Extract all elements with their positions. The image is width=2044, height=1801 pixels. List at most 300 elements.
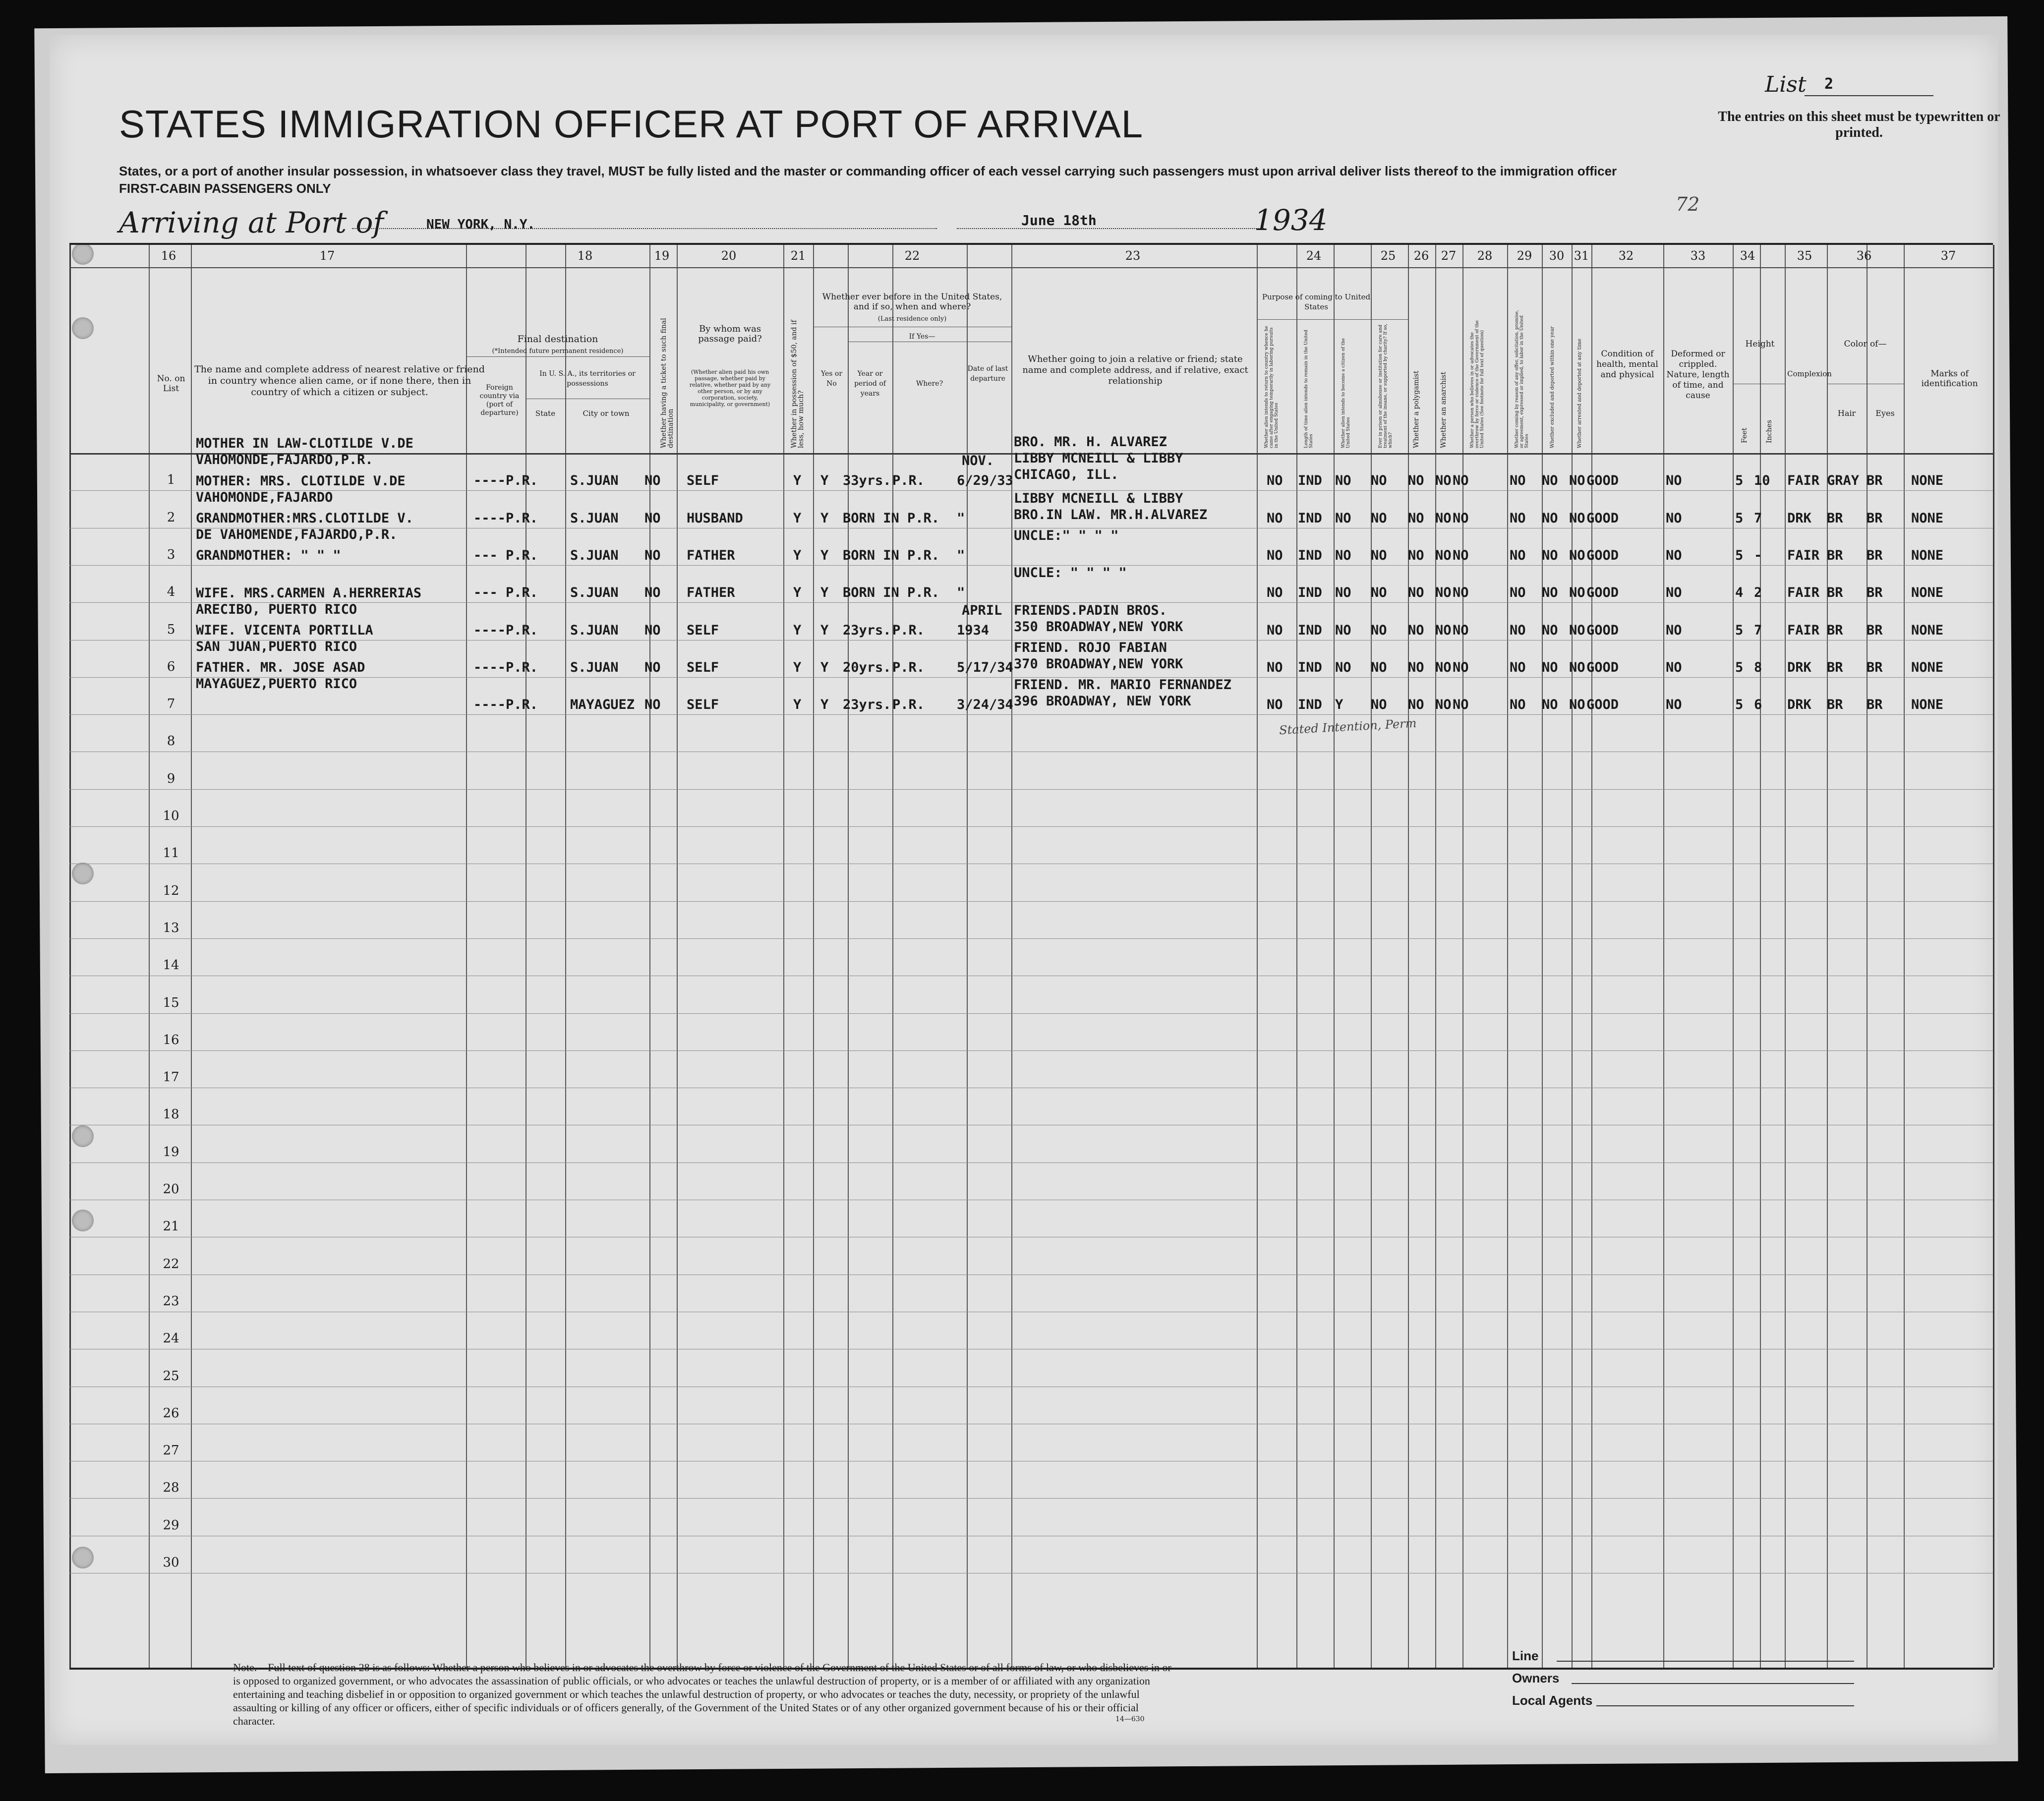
marks-value: NONE (1911, 659, 1944, 675)
row-number: 17 (163, 1070, 179, 1085)
money-value: Y (793, 547, 802, 563)
paid-by-value: SELF (687, 473, 719, 489)
ever-before-value: Y (820, 473, 829, 489)
hdr-date-last-departure: Date of last departure (967, 365, 1008, 383)
q30-value: NO (1542, 510, 1558, 526)
port-value: NEW YORK, N.Y. (426, 217, 535, 232)
local-agents-underline (1596, 1705, 1854, 1706)
q24b-value: IND (1298, 547, 1322, 563)
row-number: 28 (163, 1480, 179, 1496)
destination-city: S.JUAN (570, 659, 619, 675)
foreign-country: ----P.R. (473, 697, 538, 713)
row-line (69, 714, 1993, 715)
relative-address: ARECIBO, PUERTO RICO (196, 601, 357, 617)
joining-relative: 370 BROADWAY,NEW YORK (1014, 656, 1183, 672)
eyes-value: BR (1867, 697, 1883, 713)
last-departure-value: 6/29/33 (957, 473, 1013, 489)
last-departure-value: 3/24/34 (957, 697, 1013, 713)
row-number: 11 (163, 846, 179, 861)
relative-name: GRANDMOTHER: " " " (196, 548, 341, 564)
relative-address: DE VAHOMENDE,FAJARDO,P.R. (196, 526, 398, 542)
q24b-value: IND (1298, 659, 1322, 675)
row-number: 16 (163, 1032, 179, 1047)
ticket-value: NO (644, 547, 661, 563)
hdr-prison: Ever in prison or almshouse or institution for care and treatment of the insane, or supported by charity? If so, which? (1378, 323, 1393, 448)
hdr-joining-relative: Whether going to join a relative or friend; state name and complete address, and if relative, exact relationship (1022, 354, 1248, 386)
foreign-country: ----P.R. (473, 510, 538, 526)
column-line (677, 245, 678, 1668)
typewritten-note: The entries on this sheet must be typewritten or printed. (1718, 109, 2000, 140)
hdr-color-of: Color of— (1844, 339, 1887, 349)
paid-by-value: FATHER (687, 547, 735, 563)
q29-value: NO (1510, 622, 1526, 638)
manifest-sheet (50, 35, 1998, 1745)
deformed-value: NO (1666, 510, 1682, 526)
where-value: P.R. (892, 697, 925, 713)
q24a-value: NO (1267, 697, 1283, 713)
row-number: 6 (167, 659, 175, 674)
row-line (69, 938, 1993, 939)
column-line (813, 245, 814, 1668)
relative-address: SAN JUAN,PUERTO RICO (196, 639, 357, 654)
q28-value: NO (1453, 510, 1469, 526)
marks-value: NONE (1911, 547, 1944, 563)
inches-value: 8 (1754, 659, 1762, 675)
hdr-year-or-period: Year or period of years (854, 370, 886, 398)
column-line (1371, 245, 1372, 1668)
row-line (69, 1013, 1993, 1014)
hdr-health: Condition of health, mental and physical (1596, 349, 1658, 380)
health-value: GOOD (1586, 473, 1619, 489)
q31-value: NO (1569, 659, 1585, 675)
number-row-divider (69, 267, 1993, 268)
money-value: Y (793, 622, 802, 638)
column-line (1011, 245, 1012, 1668)
hdr-paid-by-note: (Whether alien paid his own passage, whether paid by relative, whether paid by any other person, or by any corporation, society, municipality, or government) (689, 369, 771, 407)
hdr-state: State (535, 409, 556, 418)
eyes-value: BR (1867, 622, 1883, 638)
inches-value: 7 (1754, 510, 1762, 526)
row-number: 26 (163, 1405, 179, 1421)
paid-by-value: FATHER (687, 585, 735, 601)
joining-relative: FRIENDS.PADIN BROS. (1014, 602, 1167, 618)
period-value: 33yrs. (843, 473, 891, 489)
ever-before-value: Y (820, 547, 829, 563)
q30-value: NO (1542, 547, 1558, 563)
row-number: 8 (167, 734, 175, 749)
column-line (1572, 245, 1573, 1668)
ticket-value: NO (644, 659, 661, 675)
health-value: GOOD (1586, 622, 1619, 638)
q24c-value: NO (1335, 547, 1351, 563)
notice-text: States, or a port of another insular possession, in whatsoever class they travel, MUST be fully listed and the master or commanding officer of each vessel carrying such passengers must upon arrival deliver lists thereof to the immigration officer (119, 164, 1617, 178)
ticket-value: NO (644, 585, 661, 601)
column-line (69, 245, 71, 1668)
money-value: Y (793, 659, 802, 675)
arrival-date: June 18th (1021, 212, 1097, 229)
row-number: 2 (167, 510, 175, 525)
column-line (1408, 245, 1409, 1668)
local-agents-label: Local Agents (1512, 1693, 1593, 1708)
q24c-value: NO (1335, 622, 1351, 638)
q30-value: NO (1542, 622, 1558, 638)
footnote: Note.—Full text of question 28 is as follows: Whether a person who believes in or advocates the overthrow by force or violence of the Government of the United States or of all forms of law, or who disbelieves in or is opposed to organized government, or who advocates the assassination of public officials, or who advocates or teaches the unlawful destruction of property, or is a member of or affiliated with any organization entertaining and teaching disbelief in or opposition to organized government or which teaches the unlawful destruction of property, or who advocates or teaches the duty, necessity, or propriety of the unlawful assaulting or killing of any officer or officers, either of specific individuals or of officers generally, of the Government of the United States or of any other organized government because of his or their official character. (233, 1661, 1171, 1727)
row-number: 14 (163, 958, 179, 973)
form-code: 14—630 (1115, 1715, 1145, 1723)
relative-address: MAYAGUEZ,PUERTO RICO (196, 676, 357, 692)
column-line (565, 245, 566, 1668)
joining-relative: FRIEND. ROJO FABIAN (1014, 639, 1167, 655)
health-value: GOOD (1586, 510, 1619, 526)
row-number: 15 (163, 995, 179, 1010)
q25-value: NO (1371, 622, 1387, 638)
joining-relative: CHICAGO, ILL. (1014, 467, 1119, 483)
q30-value: NO (1542, 473, 1558, 489)
hdr-inches: Inches (1765, 420, 1773, 443)
hdr-no-on-list: No. on List (157, 374, 185, 394)
column-number: 24 (1306, 249, 1322, 263)
q24c-value: NO (1335, 585, 1351, 601)
column-number: 30 (1549, 249, 1565, 263)
money-value: Y (793, 697, 802, 713)
joining-relative: 396 BROADWAY, NEW YORK (1014, 694, 1191, 709)
period-value: BORN IN P.R. (843, 585, 940, 601)
q31-value: NO (1569, 547, 1585, 563)
list-label: List (1765, 72, 1807, 97)
money-value: Y (793, 585, 802, 601)
q25-value: NO (1371, 585, 1387, 601)
destination-city: S.JUAN (570, 585, 619, 601)
row-number: 4 (167, 584, 175, 600)
q30-value: NO (1542, 585, 1558, 601)
last-departure-value: 1934 (957, 622, 990, 638)
ticket-value: NO (644, 473, 661, 489)
q29-value: NO (1510, 547, 1526, 563)
q24b-value: IND (1298, 585, 1322, 601)
q24a-value: NO (1267, 659, 1283, 675)
q24a-value: NO (1267, 622, 1283, 638)
hdr-hair: Hair (1837, 408, 1856, 418)
q28-value: NO (1453, 547, 1469, 563)
column-number: 23 (1125, 249, 1141, 263)
deformed-value: NO (1666, 622, 1682, 638)
arriving-label: Arriving at Port of (119, 206, 384, 239)
paid-by-value: HUSBAND (687, 510, 743, 526)
page-title: STATES IMMIGRATION OFFICER AT PORT OF ARRIVAL (119, 102, 1144, 146)
complexion-value: DRK (1787, 659, 1811, 675)
inches-value: 6 (1754, 697, 1762, 713)
feet-value: 5 (1735, 547, 1744, 563)
complexion-value: FAIR (1787, 585, 1820, 601)
hdr-in-usa: In U. S. A., its territories or possessions (539, 370, 636, 388)
relative-name: GRANDMOTHER:MRS.CLOTILDE V. (196, 510, 413, 526)
relative-name: WIFE. MRS.CARMEN A.HERRERIAS (196, 585, 422, 601)
row-number: 27 (163, 1443, 179, 1458)
ticket-value: NO (644, 510, 661, 526)
q28-value: NO (1453, 622, 1469, 638)
hdr-purpose-a: Whether alien intends to return to country whence he came after engaging temporarily in laboring pursuits in the United States (1264, 326, 1279, 448)
column-line (1827, 245, 1828, 1668)
hdr-where: Where? (916, 380, 943, 388)
joining-relative: LIBBY MCNEILL & LIBBY (1014, 490, 1183, 506)
column-number: 29 (1517, 249, 1532, 263)
period-value: 23yrs. (843, 697, 891, 713)
health-value: GOOD (1586, 547, 1619, 563)
hdr-yes-or-no: Yes or No (820, 370, 843, 388)
q26-value: NO (1408, 659, 1424, 675)
eyes-value: BR (1867, 547, 1883, 563)
column-line (1785, 245, 1786, 1668)
column-number: 20 (721, 249, 737, 263)
last-departure-month: NOV. (962, 453, 994, 469)
row-number: 22 (163, 1256, 179, 1272)
relative-address: VAHOMONDE,FAJARDO,P.R. (196, 452, 373, 468)
where-value: P.R. (892, 473, 925, 489)
q27-value: NO (1435, 585, 1452, 601)
q24c-value: NO (1335, 510, 1351, 526)
column-line (1663, 245, 1664, 1668)
column-line (1733, 245, 1734, 1668)
hdr-marks: Marks of identification (1921, 369, 1978, 389)
row-number: 7 (167, 697, 175, 712)
paid-by-value: SELF (687, 622, 719, 638)
q28-value: NO (1453, 697, 1469, 713)
q24c-value: Y (1335, 697, 1343, 713)
feet-value: 5 (1735, 473, 1744, 489)
column-number: 34 (1740, 249, 1755, 263)
row-number: 18 (163, 1107, 179, 1122)
marks-value: NONE (1911, 510, 1944, 526)
hair-value: BR (1827, 659, 1843, 675)
column-line (1334, 245, 1335, 1668)
last-departure-value: " (957, 510, 965, 526)
joining-relative: LIBBY MCNEILL & LIBBY (1014, 451, 1183, 466)
column-line (649, 245, 650, 1668)
q28-value: NO (1453, 659, 1469, 675)
column-number: 27 (1441, 249, 1457, 263)
hdr-q28: Whether a person who believes in or advocates the overthrow by force or violence of the Government of the United States (See footnote for full text of question) (1470, 320, 1485, 448)
hdr-final-destination: Final destination (517, 334, 598, 345)
ever-before-value: Y (820, 659, 829, 675)
eyes-value: BR (1867, 510, 1883, 526)
joining-relative: BRO.IN LAW. MR.H.ALVAREZ (1014, 507, 1208, 523)
relative-name: WIFE. VICENTA PORTILLA (196, 622, 373, 638)
period-value: 23yrs. (843, 622, 891, 638)
q24a-value: NO (1267, 585, 1283, 601)
hdr-ticket: Whether having a ticket to such final destination (660, 318, 675, 448)
column-number: 21 (790, 249, 806, 263)
hdr-if-yes: If Yes— (909, 333, 935, 341)
joining-relative: BRO. MR. H. ALVAREZ (1014, 434, 1167, 450)
column-number: 32 (1618, 249, 1634, 263)
column-line (1867, 245, 1868, 1668)
q29-value: NO (1510, 659, 1526, 675)
row-number: 5 (167, 622, 175, 637)
complexion-value: FAIR (1787, 547, 1820, 563)
q29-value: NO (1510, 473, 1526, 489)
hair-value: BR (1827, 697, 1843, 713)
marks-value: NONE (1911, 622, 1944, 638)
marks-value: NONE (1911, 697, 1944, 713)
health-value: GOOD (1586, 585, 1619, 601)
q27-value: NO (1435, 697, 1452, 713)
where-value: P.R. (892, 622, 925, 638)
column-number: 26 (1413, 249, 1429, 263)
column-line (1435, 245, 1436, 1668)
row-number: 20 (163, 1182, 179, 1197)
column-number: 18 (577, 249, 593, 263)
row-number: 21 (163, 1219, 179, 1234)
ever-before-value: Y (820, 697, 829, 713)
q29-value: NO (1510, 585, 1526, 601)
health-value: GOOD (1586, 697, 1619, 713)
column-number: 25 (1380, 249, 1396, 263)
hdr-q31: Whether arrested and deported at any time (1577, 338, 1582, 448)
destination-city: S.JUAN (570, 473, 619, 489)
column-number: 17 (319, 249, 335, 263)
feet-value: 5 (1735, 622, 1744, 638)
hdr-deformed: Deformed or crippled. Nature, length of time, and cause (1666, 349, 1730, 401)
marks-value: NONE (1911, 585, 1944, 601)
hdr-ever-before: Whether ever before in the United States, and if so, when and where? (822, 292, 1002, 312)
owners-underline (1572, 1683, 1854, 1684)
q26-value: NO (1408, 697, 1424, 713)
q24c-value: NO (1335, 659, 1351, 675)
joining-relative: UNCLE:" " " " (1014, 527, 1119, 543)
column-line (149, 245, 150, 1668)
q25-value: NO (1371, 510, 1387, 526)
marks-value: NONE (1911, 473, 1944, 489)
eyes-value: BR (1867, 585, 1883, 601)
q24b-value: IND (1298, 622, 1322, 638)
page-number: 72 (1676, 193, 1700, 215)
column-number: 37 (1940, 249, 1956, 263)
column-line (783, 245, 784, 1668)
column-number: 31 (1574, 249, 1589, 263)
destination-city: S.JUAN (570, 547, 619, 563)
q25-value: NO (1371, 697, 1387, 713)
hdr-q30: Whether excluded and deported within one year (1550, 326, 1555, 448)
line-label: Line (1512, 1648, 1539, 1663)
hdr-anarchist: Whether an anarchist (1440, 371, 1448, 448)
q27-value: NO (1435, 510, 1452, 526)
hdr-final-destination-note: (*Intended future permanent residence) (492, 348, 624, 355)
q26-value: NO (1408, 547, 1424, 563)
column-line (1257, 245, 1258, 1668)
column-line (1760, 245, 1761, 1668)
q24b-value: IND (1298, 697, 1322, 713)
q29-value: NO (1510, 697, 1526, 713)
hdr-ever-before-note: (Last residence only) (877, 315, 947, 323)
q27-value: NO (1435, 547, 1452, 563)
row-number: 25 (163, 1368, 179, 1384)
row-number: 19 (163, 1144, 179, 1160)
q31-value: NO (1569, 697, 1585, 713)
q31-value: NO (1569, 622, 1585, 638)
relative-name: FATHER. MR. JOSE ASAD (196, 660, 365, 676)
last-departure-value: " (957, 547, 965, 563)
feet-value: 5 (1735, 659, 1744, 675)
q24a-value: NO (1267, 510, 1283, 526)
q25-value: NO (1371, 547, 1387, 563)
row-number: 23 (163, 1293, 179, 1309)
foreign-country: ----P.R. (473, 473, 538, 489)
column-line (1507, 245, 1508, 1668)
column-line (1542, 245, 1543, 1668)
money-value: Y (793, 473, 802, 489)
cabin-class: FIRST-CABIN PASSENGERS ONLY (119, 181, 331, 196)
row-number: 10 (163, 809, 179, 823)
foreign-country: ----P.R. (473, 622, 538, 638)
paid-by-value: SELF (687, 697, 719, 713)
relative-name: MOTHER IN LAW-CLOTILDE V.DE (196, 436, 413, 452)
deformed-value: NO (1666, 547, 1682, 563)
line-underline (1557, 1661, 1854, 1662)
row-number: 29 (163, 1517, 179, 1533)
foreign-country: ----P.R. (473, 659, 538, 675)
joining-relative: 350 BROADWAY,NEW YORK (1014, 619, 1183, 635)
feet-value: 5 (1735, 697, 1744, 713)
q24b-value: IND (1298, 510, 1322, 526)
column-number: 36 (1856, 249, 1872, 263)
hdr-purpose-c: Whether alien intends to become a citizen of the United States (1341, 338, 1351, 448)
inches-value: 2 (1754, 585, 1762, 601)
hair-value: BR (1827, 585, 1843, 601)
row-number: 13 (163, 920, 179, 935)
q28-value: NO (1453, 585, 1469, 601)
row-number: 30 (163, 1555, 179, 1570)
period-value: 20yrs. (843, 659, 891, 675)
ever-before-value: Y (820, 622, 829, 638)
hdr-purpose: Purpose of coming to United States (1262, 292, 1371, 311)
column-number: 16 (161, 249, 176, 263)
row-line (69, 789, 1993, 790)
q28-value: NO (1453, 473, 1469, 489)
hdr-height: Height (1745, 339, 1775, 349)
destination-city: S.JUAN (570, 510, 619, 526)
list-underline (1805, 95, 1933, 96)
row-line (69, 901, 1993, 902)
column-line (1296, 245, 1297, 1668)
ticket-value: NO (644, 622, 661, 638)
q24a-value: NO (1267, 473, 1283, 489)
column-line (1993, 245, 1994, 1668)
q26-value: NO (1408, 510, 1424, 526)
column-line (1904, 245, 1905, 1668)
row-number: 12 (163, 883, 179, 898)
inches-value: 10 (1754, 473, 1770, 489)
money-value: Y (793, 510, 802, 526)
destination-city: MAYAGUEZ (570, 697, 635, 713)
complexion-value: DRK (1787, 697, 1811, 713)
hdr-nearest-relative: The name and complete address of nearest relative or friend in country whence alien came, or if none there, then in country of which a citizen or subject. (194, 364, 485, 398)
q31-value: NO (1569, 510, 1585, 526)
column-line (191, 245, 192, 1668)
last-departure-month: APRIL (962, 602, 1002, 618)
foreign-country: --- P.R. (473, 585, 538, 601)
q25-value: NO (1371, 659, 1387, 675)
manifest-table (69, 243, 1993, 1670)
q24b-value: IND (1298, 473, 1322, 489)
ever-before-value: Y (820, 510, 829, 526)
inches-value: - (1754, 547, 1762, 563)
last-departure-value: " (957, 585, 965, 601)
feet-value: 5 (1735, 510, 1744, 526)
destination-city: S.JUAN (570, 622, 619, 638)
complexion-value: FAIR (1787, 473, 1820, 489)
date-dotted-line (957, 228, 1264, 229)
row-line (69, 1498, 1993, 1499)
